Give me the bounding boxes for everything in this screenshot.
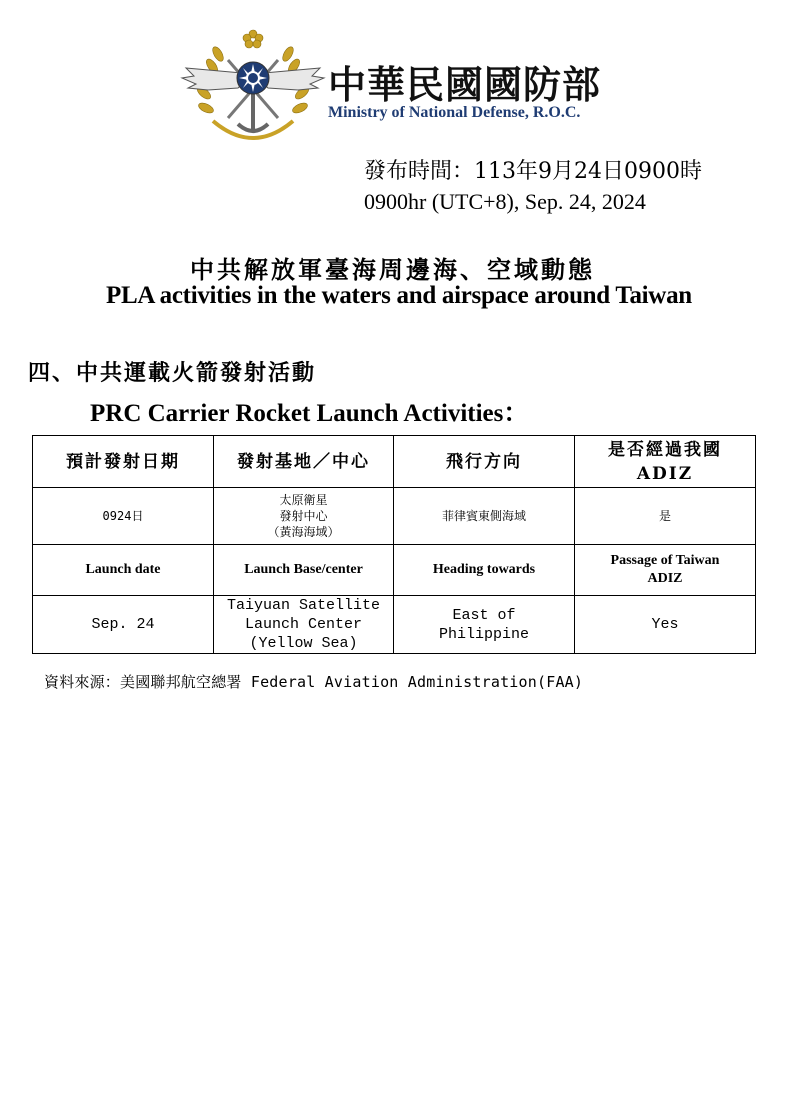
header-label: Launch Base/center: [244, 562, 363, 577]
cell-text: Sep. 24: [91, 616, 155, 633]
cell-launch-base-zh: [214, 488, 394, 545]
section-heading-zh: 四、中共運載火箭發射活動: [28, 360, 317, 386]
cell-launch-date-zh: [33, 488, 214, 545]
launch-table: [32, 435, 756, 654]
header-label-line: Passage of Taiwan: [610, 553, 720, 568]
header-label: 飛行方向: [446, 451, 522, 472]
header-label: 預計發射日期: [66, 451, 180, 472]
header-label: 發射基地／中心: [237, 451, 370, 472]
cell-text-line: 太原衛星: [279, 493, 328, 507]
header-label-line: 是否經過我國: [608, 439, 722, 460]
table-row-en: [33, 596, 756, 654]
header-cell-launch-base-en: [214, 545, 394, 596]
header-cell-adiz-en: [575, 545, 756, 596]
header-label: Heading towards: [432, 562, 536, 577]
cell-text: Yes: [651, 616, 679, 633]
publish-time-en: 0900hr (UTC+8), Sep. 24, 2024: [364, 189, 646, 214]
header-label-line: ADIZ: [647, 571, 683, 586]
org-name-en: Ministry of National Defense, R.O.C.: [328, 104, 581, 121]
header-cell-heading-en: [394, 545, 575, 596]
ministry-emblem-icon: [178, 26, 328, 146]
page-title-en: PLA activities in the waters and airspace around Taiwan: [106, 282, 692, 309]
header-cell-adiz-zh: [575, 436, 756, 488]
cell-text-line: (Yellow Sea): [249, 635, 358, 652]
cell-text-line: Philippine: [438, 625, 529, 643]
publish-time-zh: 發布時間：113年9月24日0900時: [364, 159, 702, 184]
header-cell-launch-base-zh: [214, 436, 394, 488]
page-title-zh: 中共解放軍臺海周邊海、空域動態: [190, 255, 595, 284]
header-cell-heading-zh: [394, 436, 575, 488]
cell-text-line: East of: [452, 606, 516, 624]
cell-text: 菲律賓東側海域: [441, 509, 526, 523]
cell-text-line: （黃海海域）: [267, 525, 340, 539]
cell-text-line: 發射中心: [279, 509, 328, 523]
org-name-zh: 中華民國國防部: [328, 62, 602, 107]
header-label: Launch date: [85, 562, 161, 577]
header-label-line: ADIZ: [636, 463, 694, 484]
cell-text: 0924日: [102, 509, 144, 523]
cell-launch-date-en: [33, 596, 214, 654]
header-cell-launch-date-zh: [33, 436, 214, 488]
cell-text-line: Taiyuan Satellite: [226, 597, 381, 614]
cell-adiz-zh: [575, 488, 756, 545]
cell-text-line: Launch Center: [244, 616, 363, 633]
cell-adiz-en: [575, 596, 756, 654]
cell-heading-en: [394, 596, 575, 654]
table-header-row-zh: [33, 436, 756, 488]
table-header-row-en: [33, 545, 756, 596]
data-source-note: 資料來源：美國聯邦航空總署 Federal Aviation Administration(FAA): [44, 673, 584, 691]
cell-launch-base-en: [214, 596, 394, 654]
header-cell-launch-date-en: [33, 545, 214, 596]
table-row-zh: [33, 488, 756, 545]
cell-heading-zh: [394, 488, 575, 545]
cell-text: 是: [658, 509, 671, 523]
section-heading-en: PRC Carrier Rocket Launch Activities：: [90, 400, 529, 427]
